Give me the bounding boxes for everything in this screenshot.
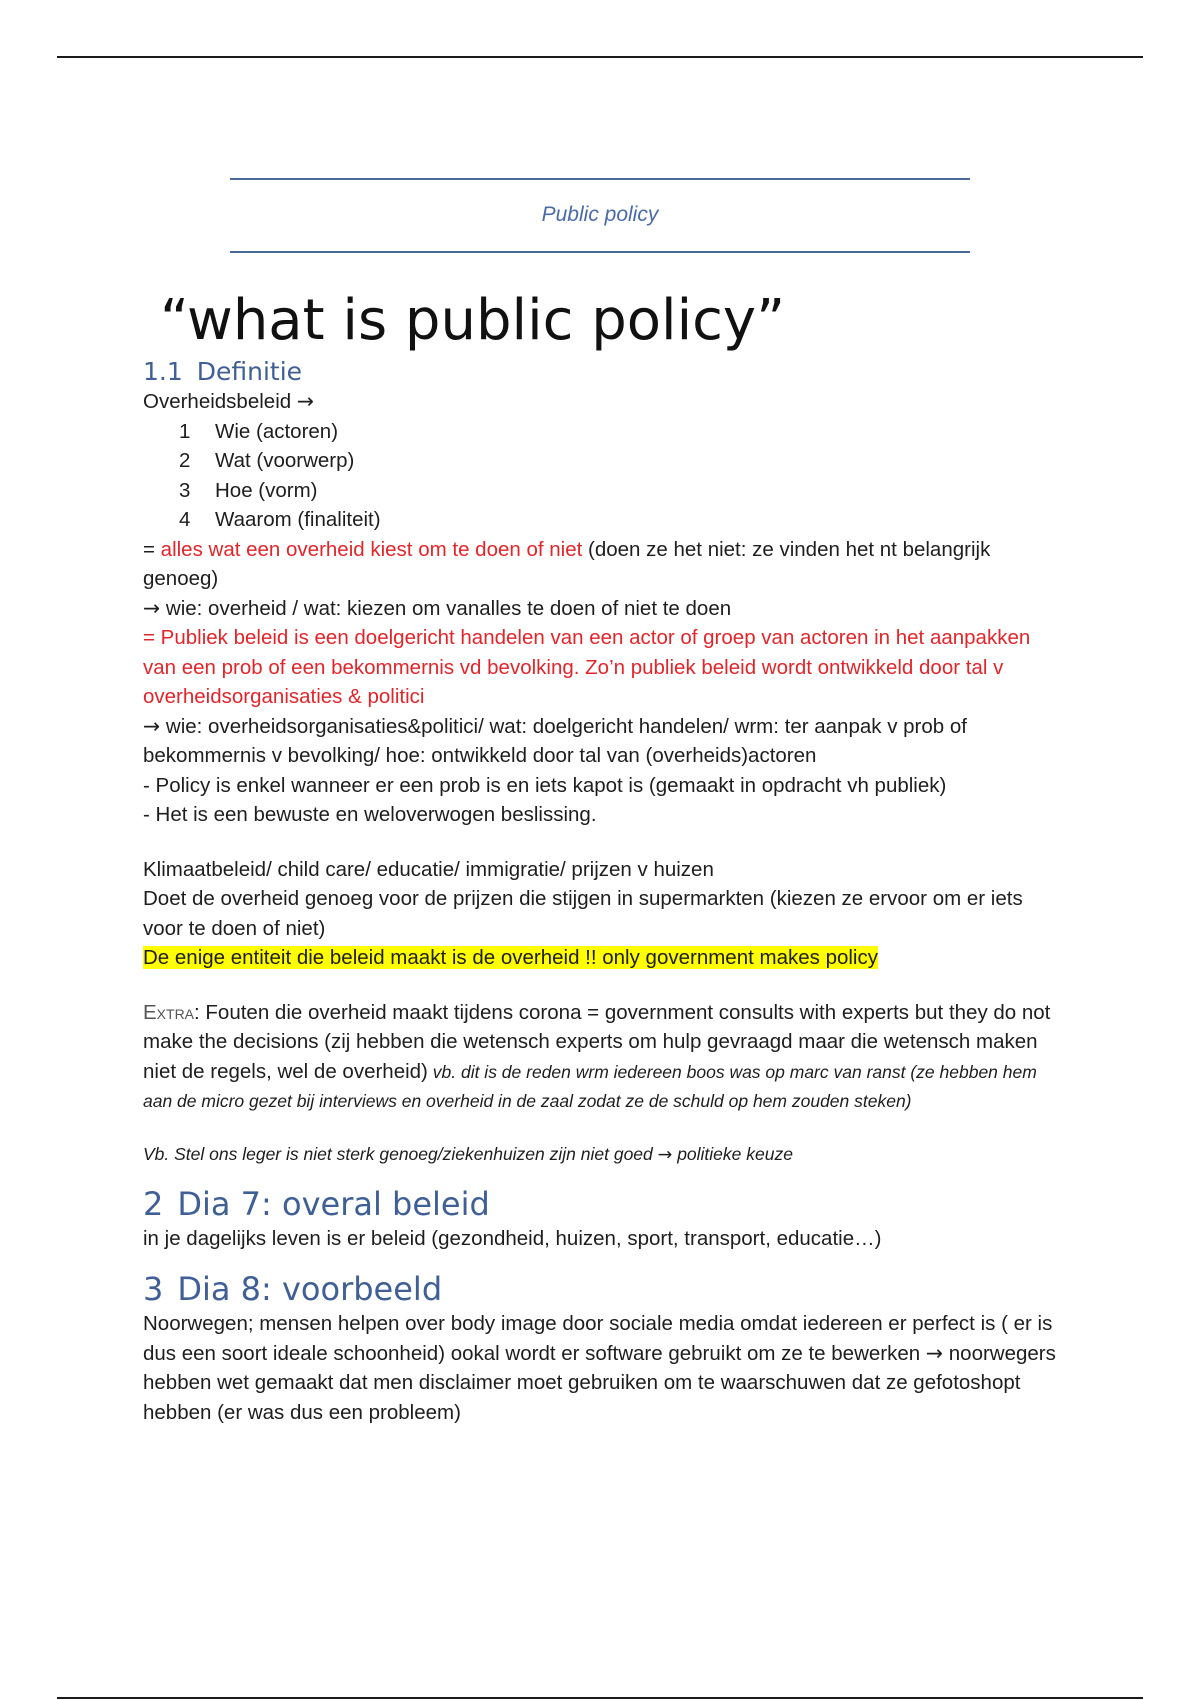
intro-text: Overheidsbeleid: [143, 390, 292, 413]
spacer: [143, 1116, 1063, 1141]
arrow-icon: →: [296, 389, 315, 413]
def-prefix: =: [143, 537, 161, 561]
list-item: [143, 505, 1063, 535]
list-text: Wie (actoren): [215, 419, 339, 443]
arrow-icon: →: [143, 595, 161, 620]
spacer: [143, 973, 1063, 998]
list-number: 1: [179, 419, 191, 443]
question-list: [143, 417, 1063, 535]
extra-paragraph: [143, 998, 1063, 1116]
arrow-line-2: [143, 712, 1063, 771]
section-2-text: in je dagelijks leven is er beleid (gezondheid, huizen, sport, transport, educatie…): [143, 1226, 882, 1250]
vb-line: [143, 1141, 1063, 1168]
spacer: [143, 1168, 1063, 1184]
spacer: [143, 830, 1063, 855]
section-number: 3: [143, 1270, 164, 1308]
arrow-icon: →: [925, 1340, 944, 1365]
spacer: [143, 1253, 1063, 1269]
definition-2: [143, 623, 1063, 712]
bullet-2: - Het is een bewuste en weloverwogen beslissing.: [143, 803, 597, 826]
section-number: 1.1: [143, 357, 183, 386]
document-title: “what is public policy”: [160, 288, 786, 353]
list-item: [143, 417, 1063, 447]
section-3-text-b: noorwegers hebben wet gemaakt dat men disclaimer moet gebruiken om te waarschuwen dat ze gefotoshopt hebben (er was dus een probleem): [143, 1341, 1056, 1424]
vb-text: Vb. Stel ons leger is niet sterk genoeg/ziekenhuizen zijn niet goed: [143, 1143, 653, 1164]
header-title-box: [230, 178, 970, 253]
arrow-line-text: wie: overheidsorganisaties&politici/ wat: doelgericht handelen/ wrm: ter aanpak v prob of bekommernis v bevolking/ hoe: ontwikkeld door tal van (overheids)actoren: [143, 714, 967, 767]
document-body: [143, 285, 1063, 1427]
section-number: 2: [143, 1184, 164, 1223]
def-red-text: alles wat een overheid kiest om te doen of niet: [160, 537, 583, 561]
extra-italic-text: vb. dit is de reden wrm iedereen boos was op marc van ranst (ze hebben hem aan de micro gezet bij interviews en overheid in de zaal zodat ze de schuld op hem zouden steken): [143, 1061, 1037, 1111]
list-item: [143, 446, 1063, 476]
section-heading-2: [143, 1184, 1063, 1224]
arrow-icon: →: [657, 1144, 673, 1165]
list-number: 4: [179, 508, 191, 531]
header-title: Public policy: [541, 203, 659, 226]
list-item: [143, 476, 1063, 506]
extra-text: : Fouten die overheid maakt tijdens corona = government consults with experts but they do not make the decisions (zij hebben die wetensch experts om hulp gevraagd maar die wetensch maken niet de regels, wel de overheid): [143, 1000, 1051, 1083]
arrow-line-text: wie: overheid / wat: kiezen om vanalles te doen of niet te doen: [165, 596, 732, 620]
section-heading-3: [143, 1269, 1063, 1309]
def-rest-text: (doen ze het niet: ze vinden het nt belangrijk genoeg): [143, 537, 991, 590]
section-title: Dia 8: voorbeeld: [177, 1270, 443, 1308]
arrow-line-1: [143, 594, 1063, 624]
section-3-text-a: Noorwegen; mensen helpen over body image door sociale media omdat iedereen er perfect is ( er is dus een soort ideale schoonheid) ookal wordt er software gebruikt om ze te bewerken: [143, 1312, 1053, 1365]
highlighted-text: De enige entiteit die beleid maakt is de overheid !! only government makes policy: [143, 946, 878, 969]
page-bottom-rule: [57, 1697, 1143, 1699]
vb-rest: politieke keuze: [677, 1143, 793, 1164]
intro-line: [143, 387, 1063, 417]
highlight-line: [143, 943, 1063, 973]
arrow-icon: →: [143, 713, 161, 738]
list-number: 2: [179, 449, 191, 472]
definition-1: [143, 535, 1063, 594]
question-line: Doet de overheid genoeg voor de prijzen die stijgen in supermarkten (kiezen ze ervoor om er iets voor te doen of niet): [143, 887, 1023, 940]
section-heading-1-1: [143, 357, 1063, 387]
extra-label: Extra: [143, 1000, 195, 1024]
list-number: 3: [179, 478, 191, 502]
header-bottom-line: [230, 251, 970, 253]
examples-line: Klimaatbeleid/ child care/ educatie/ immigratie/ prijzen v huizen: [143, 857, 714, 881]
bullet-1: - Policy is enkel wanneer er een prob is en iets kapot is (gemaakt in opdracht vh publiek): [143, 773, 947, 797]
section-3-text: [143, 1309, 1063, 1427]
page-top-rule: [57, 56, 1143, 58]
def-prefix: =: [143, 626, 161, 649]
def-red-text: Publiek beleid is een doelgericht handelen van een actor of groep van actoren in het aanpakken van een prob of een bekommernis vd bevolking. Zo’n publiek beleid wordt ontwikkeld door tal v overheidsorganisaties & politici: [143, 626, 1031, 708]
section-title: Dia 7: overal beleid: [177, 1184, 490, 1223]
list-text: Waarom (finaliteit): [215, 508, 381, 531]
section-title: Definitie: [196, 357, 303, 386]
list-text: Wat (voorwerp): [215, 449, 355, 472]
list-text: Hoe (vorm): [215, 478, 318, 502]
